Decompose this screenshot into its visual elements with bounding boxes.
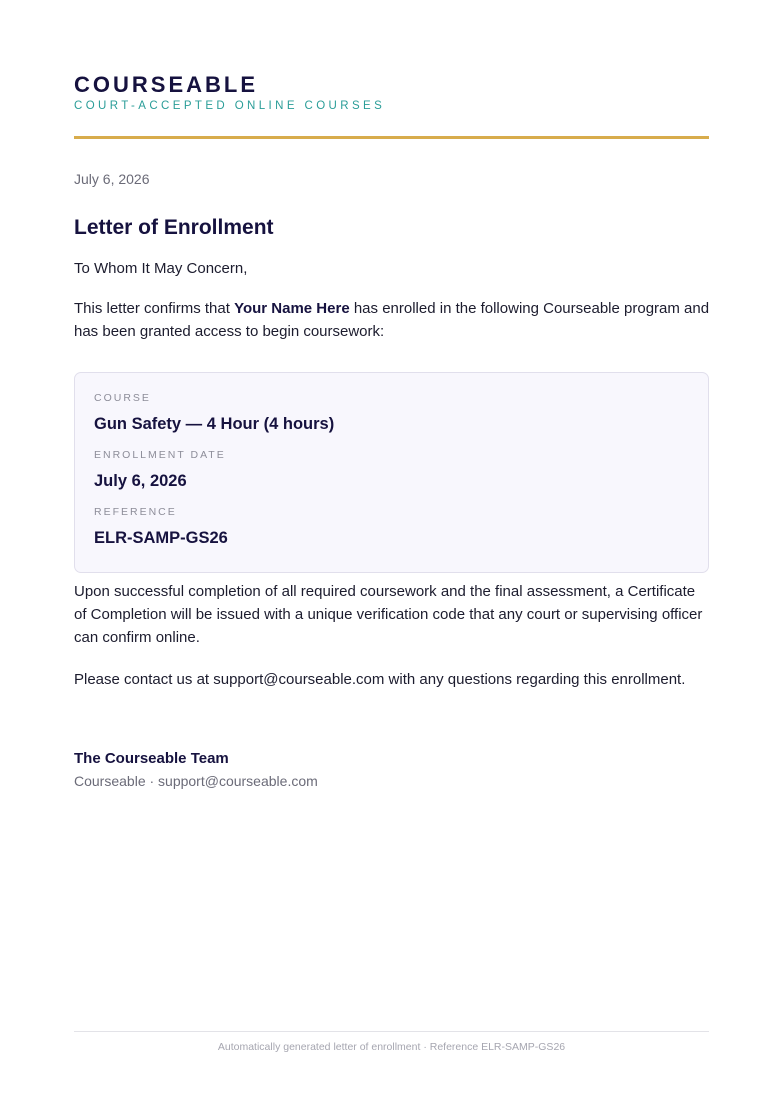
intro-paragraph — [74, 297, 714, 343]
letter-date: July 6, 2026 — [74, 171, 150, 187]
completion-paragraph: Upon successful completion of all required coursework and the final assessment, a Certificate of Completion will be issued with a unique verification code that any court or supervising officer can confirm online. — [74, 583, 703, 646]
footer-divider — [74, 1031, 709, 1032]
reference-value: ELR-SAMP-GS26 — [94, 529, 228, 547]
course-label: COURSE — [94, 392, 151, 404]
student-name: Your Name Here — [234, 300, 350, 317]
header-divider — [74, 136, 709, 139]
course-value: Gun Safety — 4 Hour (4 hours) — [94, 415, 335, 433]
enrollment-details-card — [74, 372, 709, 573]
intro-before-text: This letter confirms that — [74, 300, 235, 317]
enrollment-date-label: ENROLLMENT DATE — [94, 449, 226, 461]
signature-detail: Courseable · support@courseable.com — [74, 773, 318, 789]
letter-title: Letter of Enrollment — [74, 216, 274, 239]
intro-after-text: has enrolled in the following Courseable program and has been granted access to begin coursework: — [74, 300, 710, 340]
reference-label: REFERENCE — [94, 506, 177, 518]
enrollment-date-value: July 6, 2026 — [94, 472, 187, 490]
letter-page — [74, 0, 709, 1114]
letter-greeting: To Whom It May Concern, — [74, 260, 248, 277]
brand-logo: COURSEABLE — [74, 72, 259, 97]
footer-text: Automatically generated letter of enrollment · Reference ELR-SAMP-GS26 — [217, 1041, 566, 1053]
signature-name: The Courseable Team — [74, 750, 229, 767]
contact-paragraph: Please contact us at support@courseable.com with any questions regarding this enrollment. — [74, 671, 686, 688]
brand-tagline: COURT-ACCEPTED ONLINE COURSES — [74, 100, 386, 112]
